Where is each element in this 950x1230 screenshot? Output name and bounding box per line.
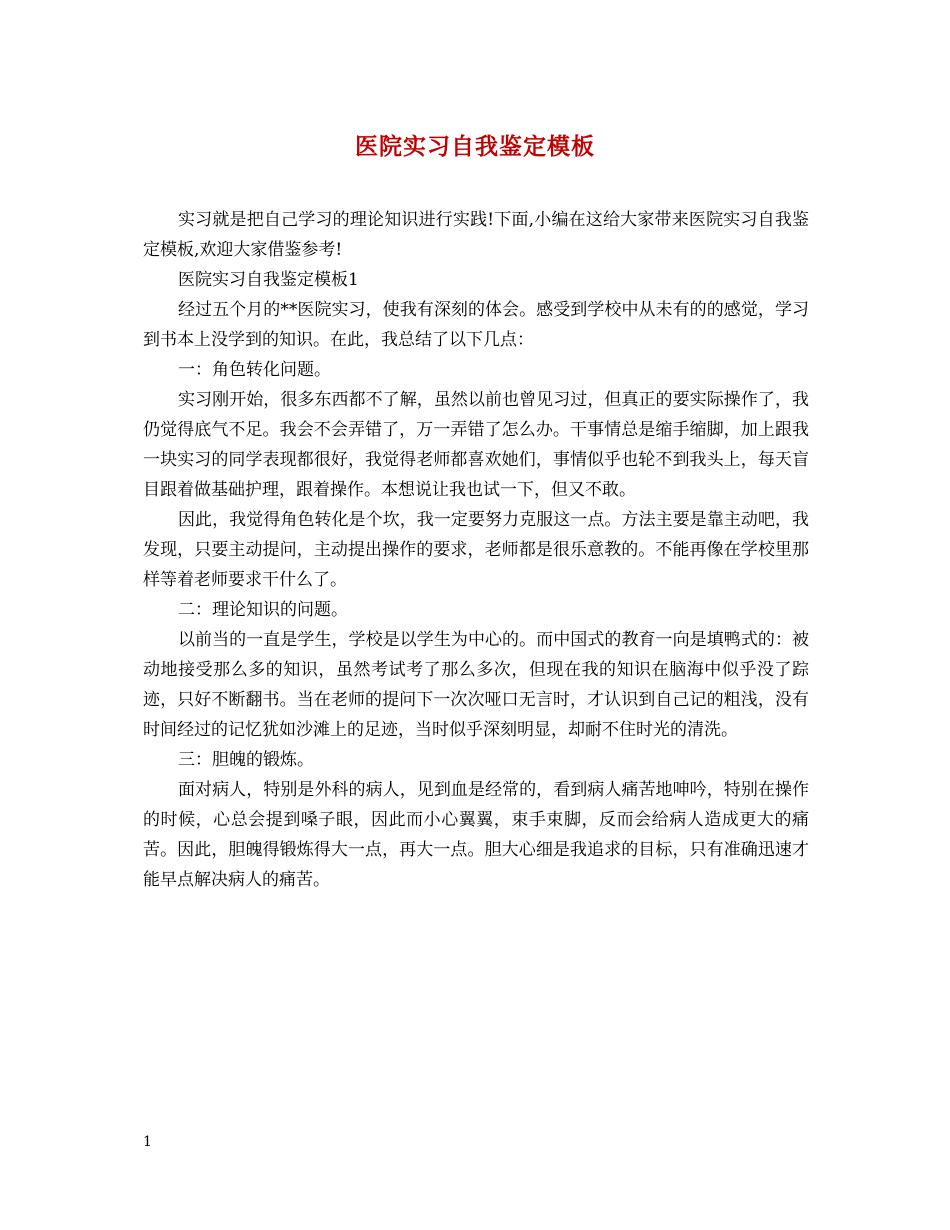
paragraph-intro: 实习就是把自己学习的理论知识进行实践!下面,小编在这给大家带来医院实习自我鉴定模板,欢迎大家借鉴参考! xyxy=(143,210,809,260)
paragraph-role-2: 因此，我觉得角色转化是个坎，我一定要努力克服这一点。方法主要是靠主动吧，我发现，只要主动提问，主动提出操作的要求，老师都是很乐意教的。不能再像在学校里那样等着老师要求干什么了。 xyxy=(143,510,809,590)
paragraph-overview: 经过五个月的**医院实习，使我有深刻的体会。感受到学校中从未有的的感觉，学习到书本上没学到的知识。在此，我总结了以下几点： xyxy=(143,300,809,350)
section-heading-role: 一：角色转化问题。 xyxy=(178,360,331,380)
paragraph-role-1: 实习刚开始，很多东西都不了解，虽然以前也曾见习过，但真正的要实际操作了，我仍觉得底气不足。我会不会弄错了，万一弄错了怎么办。干事情总是缩手缩脚，加上跟我一块实习的同学表现都很好，我觉得老师都喜欢她们，事情似乎也轮不到我头上，每天盲目跟着做基础护理，跟着操作。本想说让我也试一下，但又不敢。 xyxy=(143,390,809,500)
section-heading-courage: 三：胆魄的锻炼。 xyxy=(178,750,314,770)
document-body xyxy=(143,205,809,895)
paragraph-courage: 面对病人，特别是外科的病人，见到血是经常的，看到病人痛苦地呻吟，特别在操作的时候，心总会提到嗓子眼，因此而小心翼翼，束手束脚，反而会给病人造成更大的痛苦。因此，胆魄得锻炼得大一点，再大一点。胆大心细是我追求的目标，只有准确迅速才能早点解决病人的痛苦。 xyxy=(143,780,809,890)
paragraph-subtitle: 医院实习自我鉴定模板1 xyxy=(178,270,359,290)
section-heading-theory: 二：理论知识的问题。 xyxy=(178,600,348,620)
document-title: 医院实习自我鉴定模板 xyxy=(355,133,595,160)
paragraph-theory: 以前当的一直是学生，学校是以学生为中心的。而中国式的教育一向是填鸭式的：被动地接受那么多的知识，虽然考试考了那么多次，但现在我的知识在脑海中似乎没了踪迹，只好不断翻书。当在老师的提问下一次次哑口无言时，才认识到自己记的粗浅，没有时间经过的记忆犹如沙滩上的足迹，当时似乎深刻明显，却耐不住时光的清洗。 xyxy=(143,630,809,740)
page-number: 1 xyxy=(143,1134,152,1150)
